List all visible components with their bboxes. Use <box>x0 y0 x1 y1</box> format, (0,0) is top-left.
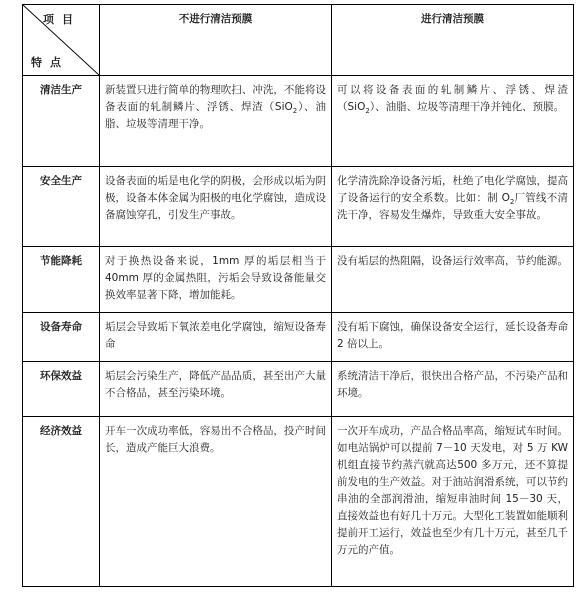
cell-pre-film: 没有垢层的热阻隔，设备运行效率高，节约能源。 <box>332 247 574 313</box>
cell-no-pre-film: 对于换热设备来说，1mm 厚的垢层相当于40mm 厚的金属热阻，污垢会导致设备能量交换效率显著下降，增加能耗。 <box>100 247 332 313</box>
corner-header-cell <box>23 5 100 76</box>
row-label: 经济效益 <box>23 417 100 587</box>
row-label: 节能降耗 <box>23 247 100 313</box>
comparison-table <box>22 4 574 587</box>
header-row <box>23 5 574 76</box>
corner-label-item: 项目 <box>43 13 81 26</box>
cell-pre-film: 化学清洗除净设备污垢，杜绝了电化学腐蚀，提高了设备运行的安全系数。比如：制 $O_2$厂管线不清洗干净，容易发生爆炸，导致重大安全事故。 <box>332 167 574 247</box>
table-row <box>23 362 574 417</box>
cell-no-pre-film: 新装置只进行简单的物理吹扫、冲洗，不能将设备表面的轧制鳞片、浮锈、焊渣（SiO$_2$）、油脂、垃圾等清理干净。 <box>100 76 332 167</box>
cell-pre-film: 系统清洁干净后，很快出合格产品，不污染产品和环境。 <box>332 362 574 417</box>
cell-pre-film: 没有垢下腐蚀，确保设备安全运行，延长设备寿命 2 倍以上。 <box>332 313 574 362</box>
cell-no-pre-film: 设备表面的垢是电化学的阴极，会形成以垢为阴极，设备本体金属为阳极的电化学腐蚀，造成设备腐蚀穿孔，引发生产事故。 <box>100 167 332 247</box>
table-row <box>23 417 574 587</box>
cell-no-pre-film: 开车一次成功率低，容易出不合格品，投产时间长，造成产能巨大浪费。 <box>100 417 332 587</box>
table-row <box>23 313 574 362</box>
cell-pre-film: 一次开车成功，产品合格品率高，缩短试车时间。如电站锅炉可以提前 7－10 天发电，对 5 万 KW 机组直接节约蒸汽就高达500 多万元，还不算提前发电的生产效益。对于油站润滑系统，可以节约串油的全部润滑油，缩短串油时间 15－30 天，直接效益也有好几十万元。大型化工装置如能顺利提前开工运行，效益也至少有几十万元，甚至几千万元的产值。 <box>332 417 574 587</box>
table-row <box>23 76 574 167</box>
cell-pre-film: 可以将设备表面的轧制鳞片、浮锈、焊渣（SiO$_2$）、油脂、垃圾等清理干净并钝化、预膜。 <box>332 76 574 167</box>
corner-label-feature: 特点 <box>31 56 69 69</box>
row-label: 清洁生产 <box>23 76 100 167</box>
cell-no-pre-film: 垢层会污染生产，降低产品品质，甚至出产大量不合格品，甚至污染环境。 <box>100 362 332 417</box>
row-label: 安全生产 <box>23 167 100 247</box>
table-row <box>23 167 574 247</box>
column-header-no-pre-film: 不进行清洁预膜 <box>100 5 332 76</box>
table-row <box>23 247 574 313</box>
column-header-pre-film: 进行清洁预膜 <box>332 5 574 76</box>
row-label: 环保效益 <box>23 362 100 417</box>
row-label: 设备寿命 <box>23 313 100 362</box>
cell-no-pre-film: 垢层会导致垢下氧浓差电化学腐蚀，缩短设备寿命 <box>100 313 332 362</box>
